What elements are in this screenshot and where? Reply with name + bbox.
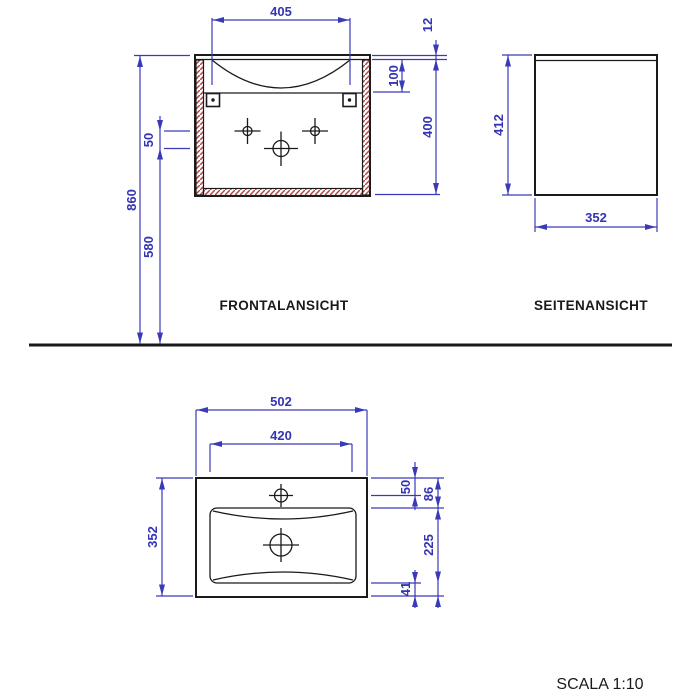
front-bottom-panel-hatch bbox=[204, 189, 363, 196]
bowl-top-curve bbox=[213, 511, 353, 519]
front-wall-brackets bbox=[207, 94, 357, 107]
dim-drain-height: 580 bbox=[141, 236, 156, 258]
side-view bbox=[491, 55, 657, 313]
left-bracket-hole bbox=[211, 98, 214, 101]
right-bracket-hole bbox=[348, 98, 351, 101]
dim-bowl-length: 225 bbox=[421, 534, 436, 556]
dim-total-height: 860 bbox=[124, 189, 139, 211]
front-hatched-panels bbox=[196, 60, 370, 196]
dim-basin-width: 405 bbox=[270, 4, 292, 19]
side-dimension-arrows bbox=[505, 56, 656, 231]
dim-sink-depth: 352 bbox=[145, 526, 160, 548]
dim-top-thickness: 12 bbox=[420, 17, 435, 33]
drain-hole bbox=[263, 528, 299, 562]
dim-bowl-bottom-offset: 41 bbox=[398, 581, 413, 597]
dim-side-height: 412 bbox=[491, 114, 506, 136]
front-mounting-holes bbox=[235, 118, 329, 166]
front-right-panel-hatch bbox=[363, 60, 371, 195]
dim-side-depth: 352 bbox=[585, 210, 607, 225]
dim-bowl-top-offset: 86 bbox=[421, 486, 436, 502]
top-dimension-arrows bbox=[159, 407, 441, 607]
scale-label: SCALA 1:10 bbox=[556, 676, 644, 693]
dim-apron-height: 100 bbox=[386, 65, 401, 87]
floor-line bbox=[29, 344, 672, 347]
front-cabinet-outline bbox=[195, 55, 370, 196]
bowl-bottom-curve bbox=[213, 572, 353, 580]
front-left-panel-hatch bbox=[196, 60, 204, 195]
dim-faucet-offset: 50 bbox=[398, 479, 413, 495]
dim-holes-offset: 50 bbox=[141, 132, 156, 148]
side-outline bbox=[535, 55, 657, 195]
front-view-title: FRONTALANSICHT bbox=[219, 298, 349, 313]
top-view-dimensions bbox=[145, 394, 444, 608]
dim-sink-inner-width: 420 bbox=[270, 428, 292, 443]
top-extension-lines bbox=[156, 410, 444, 608]
front-basin-curve bbox=[212, 60, 350, 88]
top-view bbox=[196, 478, 367, 597]
faucet-hole bbox=[269, 484, 293, 507]
side-extension-lines bbox=[502, 55, 657, 232]
side-view-title: SEITENANSICHT bbox=[534, 298, 648, 313]
dim-sink-total-width: 502 bbox=[270, 394, 292, 409]
dim-cabinet-height: 400 bbox=[420, 116, 435, 138]
